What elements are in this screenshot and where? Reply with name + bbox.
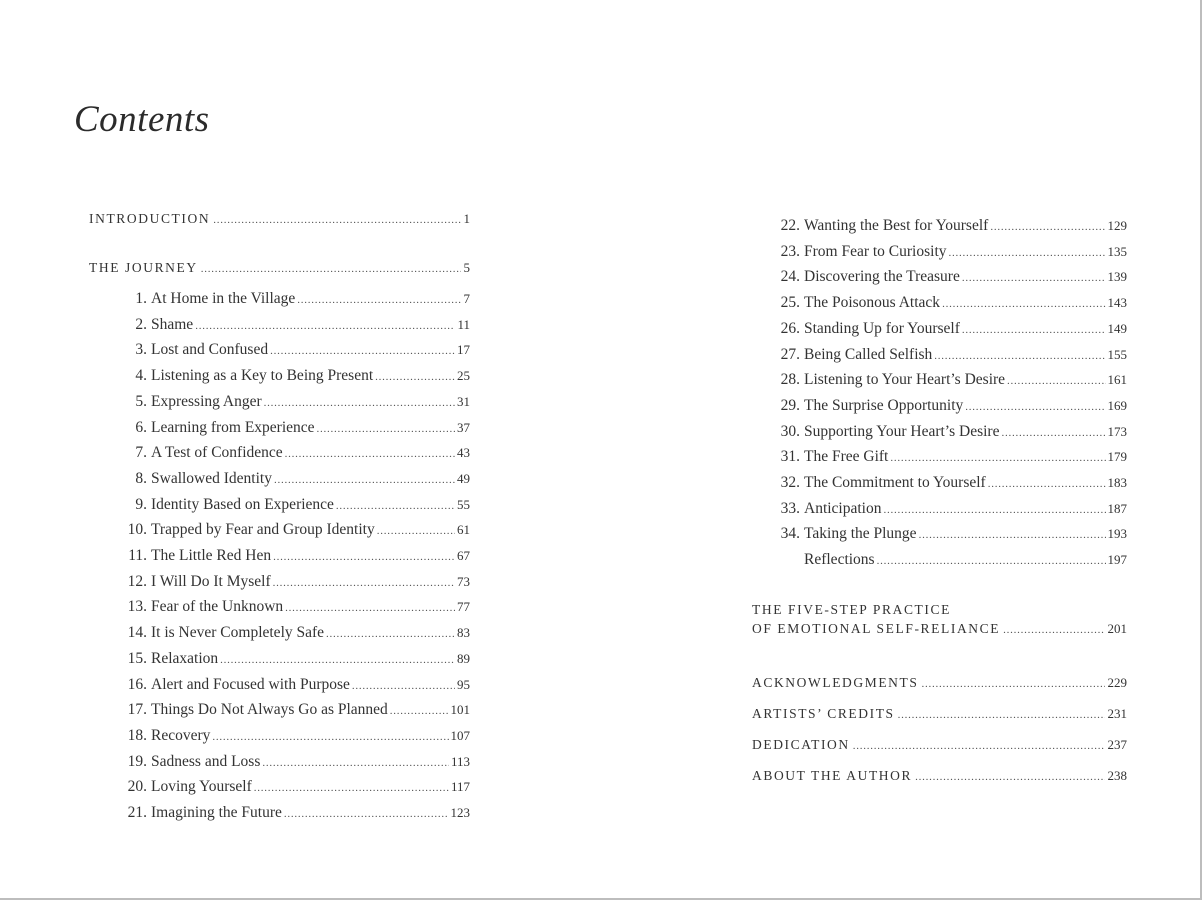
leader-dots [915, 762, 1104, 792]
chapter-number: 21. [127, 804, 147, 822]
chapter-title: Swallowed Identity [151, 469, 272, 487]
leader-dots [273, 572, 455, 596]
chapter-page: 193 [1107, 526, 1127, 542]
chapter-page: 83 [457, 625, 470, 641]
chapter-title: A Test of Confidence [151, 444, 283, 462]
toc-chapter-entry[interactable] [89, 595, 470, 621]
chapter-page: 135 [1107, 243, 1127, 259]
chapter-title: Taking the Plunge [804, 525, 917, 543]
chapter-page: 187 [1107, 500, 1127, 516]
leader-dots [352, 675, 455, 699]
leader-dots [220, 649, 455, 673]
chapter-number: 6. [135, 418, 147, 436]
leader-dots [1001, 422, 1105, 446]
leader-dots [274, 469, 455, 493]
toc-right-column [752, 214, 1127, 792]
chapter-title: The Commitment to Yourself [804, 474, 986, 492]
chapter-number: 14. [127, 624, 147, 642]
leader-dots [934, 345, 1105, 369]
entry-page: 5 [463, 260, 470, 275]
chapter-page: 149 [1107, 320, 1127, 336]
toc-chapter-entry[interactable] [89, 493, 470, 519]
leader-dots [919, 524, 1106, 548]
toc-chapter-entry[interactable] [89, 621, 470, 647]
toc-chapter-entry[interactable] [752, 317, 1127, 343]
toc-chapter-entry[interactable] [89, 313, 470, 339]
chapter-number: 9. [135, 495, 147, 513]
chapter-page: 139 [1107, 269, 1127, 285]
chapter-number: 12. [127, 572, 147, 590]
chapter-number: 34. [780, 525, 800, 543]
chapter-title: Lost and Confused [151, 341, 269, 359]
chapter-title: The Surprise Opportunity [804, 396, 964, 414]
toc-chapter-entry[interactable] [752, 394, 1127, 420]
chapter-title: At Home in the Village [151, 290, 296, 307]
chapter-page: 123 [450, 805, 470, 821]
chapter-page: 25 [457, 368, 470, 384]
entry-title: ABOUT THE AUTHOR [752, 767, 913, 783]
chapter-number: 1. [135, 290, 147, 307]
leader-dots [949, 242, 1106, 266]
leader-dots [212, 726, 448, 750]
chapter-title: Fear of the Unknown [151, 598, 284, 616]
toc-chapter-entry[interactable] [89, 775, 470, 801]
entry-title: INTRODUCTION [89, 211, 211, 226]
leader-dots [877, 550, 1106, 574]
chapter-title: Alert and Focused with Purpose [151, 675, 350, 693]
chapter-page: 11 [457, 316, 470, 332]
chapter-page: 129 [1107, 218, 1127, 233]
leader-dots [285, 597, 455, 621]
chapter-page: 113 [450, 753, 470, 769]
chapter-number: 31. [780, 448, 800, 466]
toc-chapter-entry[interactable] [89, 287, 470, 313]
chapter-page: 7 [463, 291, 470, 306]
chapter-number: 22. [780, 217, 800, 234]
toc-chapter-entry[interactable] [89, 647, 470, 673]
chapter-number: 15. [127, 649, 147, 667]
toc-chapter-entry[interactable] [89, 416, 470, 442]
chapter-list-right [752, 214, 1127, 574]
toc-chapter-entry[interactable] [89, 467, 470, 493]
entry-title: ACKNOWLEDGMENTS [752, 674, 919, 690]
leader-dots [898, 700, 1105, 730]
chapter-number: 32. [780, 474, 800, 492]
chapter-page: 155 [1107, 346, 1127, 362]
chapter-number: 2. [135, 315, 147, 333]
chapter-page: 73 [457, 573, 470, 589]
toc-chapter-entry[interactable] [89, 544, 470, 570]
chapter-page: 107 [450, 727, 470, 743]
entry-page: 229 [1107, 674, 1127, 690]
chapter-number: 27. [780, 345, 800, 363]
leader-dots [988, 473, 1106, 497]
toc-chapter-entry[interactable] [89, 441, 470, 467]
toc-chapter-entry[interactable] [89, 364, 470, 390]
leader-dots [285, 443, 455, 467]
chapter-number: 26. [780, 319, 800, 337]
chapter-page: 67 [457, 548, 470, 564]
toc-chapter-entry[interactable] [752, 522, 1127, 548]
chapter-page: 17 [457, 342, 470, 358]
leader-dots [1007, 370, 1105, 394]
leader-dots [273, 546, 455, 570]
chapter-title: Recovery [151, 726, 211, 744]
toc-chapter-entry[interactable] [752, 420, 1127, 446]
chapter-page: 49 [457, 470, 470, 486]
chapter-number: 33. [780, 499, 800, 517]
chapter-page: 55 [457, 496, 470, 512]
toc-chapter-entry[interactable] [752, 368, 1127, 394]
chapter-number: 23. [780, 242, 800, 260]
entry-title: DEDICATION [752, 736, 850, 752]
chapter-number: 28. [780, 371, 800, 389]
chapter-title: Imagining the Future [151, 804, 282, 822]
leader-dots [195, 315, 455, 339]
leader-dots [213, 210, 460, 230]
chapter-title: Being Called Selfish [804, 345, 933, 363]
toc-entry-back-matter[interactable] [752, 730, 1127, 761]
toc-entry-back-matter[interactable] [752, 761, 1127, 792]
chapter-number: 16. [127, 675, 147, 693]
toc-chapter-entry[interactable] [752, 291, 1127, 317]
leader-dots [962, 267, 1106, 291]
chapter-number: 4. [135, 367, 147, 385]
toc-chapter-entry[interactable] [89, 750, 470, 776]
entry-title: THE JOURNEY [89, 260, 198, 275]
chapter-title: Learning from Experience [151, 418, 315, 436]
chapter-title: Supporting Your Heart’s Desire [804, 422, 1000, 440]
chapter-title: Loving Yourself [151, 778, 252, 796]
entry-title-line2: OF EMOTIONAL SELF-RELIANCE [752, 620, 1001, 636]
chapter-title: Anticipation [804, 499, 882, 517]
chapter-number: 8. [135, 469, 147, 487]
chapter-title: It is Never Completely Safe [151, 624, 325, 642]
leader-dots [962, 319, 1106, 343]
chapter-title: The Free Gift [804, 448, 889, 466]
chapter-page: 161 [1107, 372, 1127, 388]
toc-chapter-entry[interactable] [752, 265, 1127, 291]
leader-dots [270, 340, 455, 364]
chapter-page: 179 [1107, 449, 1127, 465]
chapter-number: 29. [780, 396, 800, 414]
toc-chapter-entry[interactable] [752, 497, 1127, 523]
entry-page: 201 [1107, 620, 1127, 636]
leader-dots [390, 700, 449, 724]
toc-chapter-entry[interactable] [89, 801, 470, 827]
leader-dots [890, 447, 1105, 471]
chapter-number: 10. [127, 521, 147, 539]
leader-dots [201, 259, 461, 279]
chapter-number: 20. [127, 778, 147, 796]
chapter-title: Trapped by Fear and Group Identity [151, 521, 375, 539]
leader-dots [375, 366, 455, 390]
toc-chapter-entry[interactable] [752, 548, 1127, 574]
toc-left-column [89, 209, 470, 827]
chapter-title: Discovering the Treasure [804, 268, 960, 286]
toc-chapter-entry[interactable] [89, 390, 470, 416]
entry-page: 237 [1107, 736, 1127, 752]
toc-entry-five-step-practice[interactable] [752, 600, 1127, 640]
chapter-number: 11. [128, 547, 147, 565]
toc-chapter-entry[interactable] [89, 673, 470, 699]
toc-chapter-entry[interactable] [89, 338, 470, 364]
chapter-number: 24. [780, 268, 800, 286]
toc-entry-journey[interactable] [89, 258, 470, 279]
leader-dots [1003, 620, 1104, 640]
toc-chapter-entry[interactable] [752, 240, 1127, 266]
chapter-number: 3. [135, 341, 147, 359]
toc-entry-back-matter[interactable] [752, 668, 1127, 699]
chapter-number: 18. [127, 726, 147, 744]
leader-dots [377, 520, 455, 544]
chapter-title: Listening to Your Heart’s Desire [804, 371, 1006, 389]
toc-chapter-entry[interactable] [89, 518, 470, 544]
chapter-title: Expressing Anger [151, 392, 262, 410]
chapter-page: 173 [1107, 423, 1127, 439]
chapter-title: Things Do Not Always Go as Planned [151, 701, 388, 719]
leader-dots [326, 623, 455, 647]
leader-dots [284, 803, 449, 827]
toc-entry-back-matter[interactable] [752, 699, 1127, 730]
chapter-title: Standing Up for Yourself [804, 319, 960, 337]
page-title: Contents [74, 99, 210, 140]
leader-dots [317, 418, 455, 442]
chapter-list-left [89, 287, 470, 827]
toc-chapter-entry[interactable] [752, 343, 1127, 369]
leader-dots [990, 216, 1105, 240]
chapter-page: 117 [450, 779, 470, 795]
chapter-page: 61 [457, 522, 470, 538]
chapter-page: 37 [457, 419, 470, 435]
chapter-title: Listening as a Key to Being Present [151, 367, 374, 385]
chapter-page: 31 [457, 393, 470, 409]
entry-page: 1 [463, 211, 470, 226]
chapter-page: 43 [457, 445, 470, 461]
leader-dots [965, 396, 1105, 420]
chapter-page: 77 [457, 599, 470, 615]
chapter-title: Sadness and Loss [151, 752, 261, 770]
entry-title-line1: THE FIVE-STEP PRACTICE [752, 601, 951, 617]
chapter-number: 19. [127, 752, 147, 770]
leader-dots [297, 289, 461, 313]
leader-dots [264, 392, 455, 416]
toc-entry-introduction[interactable] [89, 209, 470, 230]
entry-title: ARTISTS’ CREDITS [752, 705, 895, 721]
chapter-title: Shame [151, 315, 194, 333]
chapter-page: 89 [457, 650, 470, 666]
leader-dots [254, 777, 449, 801]
chapter-number: 13. [127, 598, 147, 616]
entry-page: 231 [1107, 705, 1127, 721]
chapter-page: 197 [1107, 552, 1127, 568]
chapter-title: Relaxation [151, 649, 219, 667]
leader-dots [942, 293, 1105, 317]
chapter-title: Reflections [804, 551, 875, 569]
toc-chapter-entry[interactable] [89, 698, 470, 724]
toc-chapter-entry[interactable] [89, 570, 470, 596]
toc-chapter-entry[interactable] [752, 471, 1127, 497]
chapter-number: 25. [780, 294, 800, 312]
chapter-title: I Will Do It Myself [151, 572, 271, 590]
chapter-page: 101 [450, 702, 470, 718]
leader-dots [262, 752, 449, 776]
toc-chapter-entry[interactable] [752, 445, 1127, 471]
chapter-number: 17. [127, 701, 147, 719]
leader-dots [336, 495, 455, 519]
toc-chapter-entry[interactable] [89, 724, 470, 750]
chapter-title: The Little Red Hen [151, 547, 272, 565]
chapter-page: 143 [1107, 295, 1127, 311]
chapter-number: 7. [135, 444, 147, 462]
leader-dots [922, 669, 1105, 699]
chapter-page: 169 [1107, 397, 1127, 413]
back-matter-list [752, 668, 1127, 792]
toc-chapter-entry[interactable] [752, 214, 1127, 240]
chapter-number: 30. [780, 422, 800, 440]
chapter-title: Wanting the Best for Yourself [804, 217, 989, 234]
leader-dots [853, 731, 1105, 761]
chapter-number: 5. [135, 392, 147, 410]
chapter-title: From Fear to Curiosity [804, 242, 947, 260]
chapter-page: 95 [457, 676, 470, 692]
chapter-title: Identity Based on Experience [151, 495, 334, 513]
leader-dots [884, 499, 1106, 523]
entry-page: 238 [1107, 767, 1127, 783]
chapter-title: The Poisonous Attack [804, 294, 941, 312]
chapter-page: 183 [1107, 475, 1127, 491]
